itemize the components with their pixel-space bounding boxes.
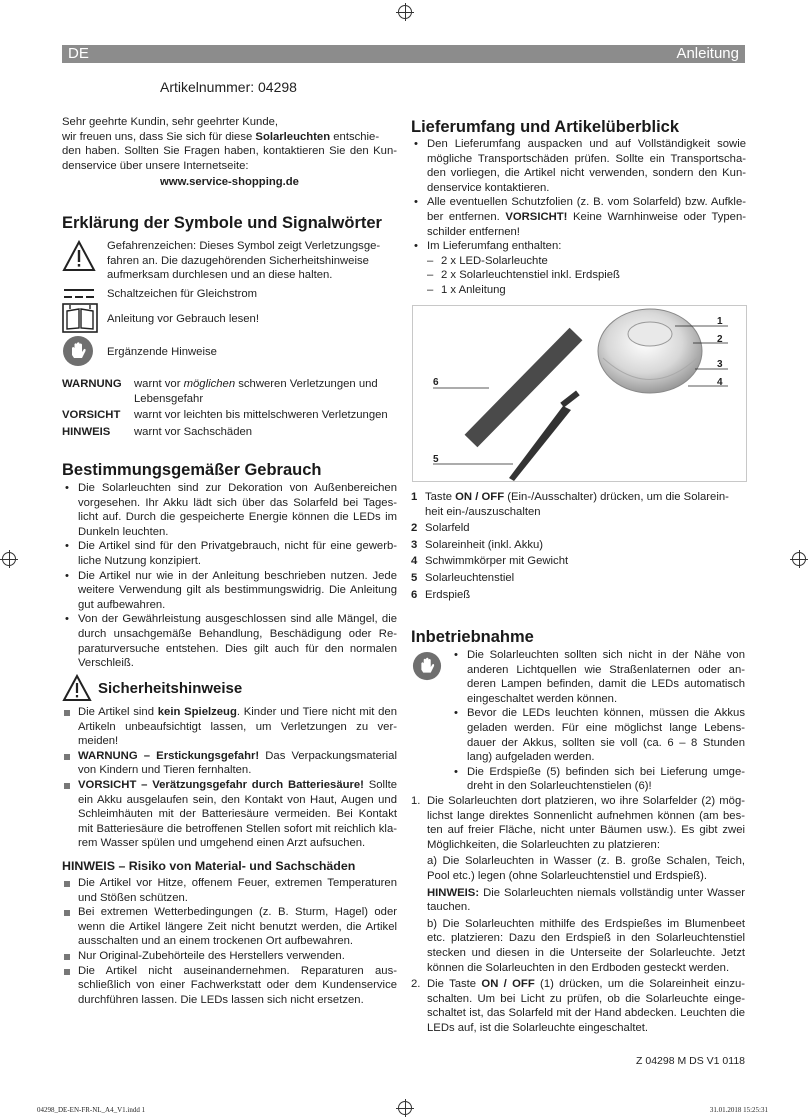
scope-2-a: Alle eventuellen Schutzfolien (z. B. vom Solarfeld) bzw. Aufkle-ber entfernen. (427, 196, 746, 223)
list-item: • Den Lieferumfang auspacken und auf Vollständigkeit sowie mögliche Transportschäden prüfen. Sollte ein Transportscha-den vorliegen, die Artikel nicht verwenden, sondern den Kun-denservice kontaktieren. (411, 137, 746, 195)
part-text-c: (Ein-/Ausschalter) drücken, um die Solarein-heit ein-/auszuschalten (425, 491, 729, 518)
direct-current-text: Schaltzeichen für Gleichstrom (107, 288, 258, 300)
step-number-2: 2. (411, 978, 421, 991)
list-item (62, 749, 397, 778)
part-number: 1 (411, 491, 418, 503)
product-figure (412, 305, 747, 482)
registration-mark-top (398, 5, 412, 19)
hint-symbol-text: Ergänzende Hinweise (107, 346, 217, 358)
list-item: • Von der Gewährleistung ausgeschlossen sind alle Mängel, die durch unsachgemäße Behandlung, Beschädigung oder Re-paraturversuche entstehen. Dies gilt auch für den normalen Verschleiß. (62, 612, 397, 670)
callout-2: 2 (717, 334, 723, 345)
danger-symbol-text: Gefahrenzeichen: Dieses Symbol zeigt Verletzungsge-fahren an. Die dazugehörenden Sicherheitshinweise aufmerksam durchlesen und an diese halten. (107, 240, 381, 282)
list-item: • Die Artikel sind für den Privatgebrauch, nicht für eine gewerb-liche Nutzung konzipiert. (62, 539, 397, 568)
scope-2-c: Keine Warnhinweise oder Typen-schilder entfernen! (427, 210, 747, 238)
callout-4: 4 (717, 377, 723, 388)
list-item: • Die Erdspieße (5) befinden sich bei Lieferung umge-dreht in den Solarleuchtenstielen (6)! (451, 765, 745, 794)
list-item: – 2 x Solarleuchtenstiel inkl. Erdspieß (427, 268, 746, 283)
callout-1: 1 (717, 316, 723, 327)
safety-list (62, 705, 397, 851)
file-name: 04298_DE-EN-FR-NL_A4_V1.indd 1 (37, 1106, 146, 1114)
intro-text-b: entschie- (330, 130, 380, 143)
list-item: Die Artikel vor Hitze, offenem Feuer, extremen Temperaturen und Stößen schützen. (62, 876, 397, 905)
list-item (411, 195, 746, 239)
safety-3-bold: VORSICHT – Verätzungsgefahr durch Batteriesäure! (78, 778, 364, 791)
list-item: • Bevor die LEDs leuchten können, müssen die Akkus geladen werden. Für eine möglichst lange Lebens-dauer der Akkus, sollten sie voll (ca. 6 – 8 Stunden lang) aufgeladen werden. (451, 706, 745, 764)
language-label: DE (68, 45, 89, 62)
setup-title: Inbetriebnahme (411, 628, 534, 646)
setup-hint-hand-icon (412, 651, 442, 686)
part-text-bold: ON / OFF (455, 491, 505, 503)
scope-2-bold: VORSICHT! (505, 210, 568, 223)
list-item (62, 705, 397, 749)
signal-word-warnung-text (134, 377, 404, 406)
list-item (411, 571, 746, 586)
step-1-option-b: b) Die Solarleuchten mithilfe des Erdspießes im Blumenbeet etc. platzieren: Dazu den Erdspieß in den Solarleuchtenstiel stecken und diesen in die Unterseite der Solarleuchte. Jetzt können die Solarleuchten in den Erdboden gesteckt werden. (427, 917, 745, 974)
safety-1-a: Die Artikel sind (78, 706, 158, 718)
step-1-text: Die Solarleuchten dort platzieren, wo ihre Solarfelder (2) mög-lichst lange direktes Sonnenlicht aufnehmen können (am bes-ten auf freier Fläche, nicht unter Bäumen usw.). Es gibt zwei Möglichkeiten, die Solarleuchten zu platzieren: (427, 795, 745, 851)
list-item: • Die Solarleuchten sind zur Dekoration von Außenbereichen vorgesehen. Ihr Akku lädt sich über das Solarfeld bei Tages-licht auf. Durch die gespeicherte Energie können die LEDs im Dunkeln leuchten. (62, 481, 397, 539)
warnung-text-a: warnt vor (134, 378, 184, 390)
intro-text (62, 115, 397, 190)
signal-words-table (62, 377, 397, 439)
part-text: Solarleuchtenstiel (425, 571, 515, 584)
intro-product: Solarleuchten (255, 130, 331, 143)
part-text: Schwimmkörper mit Gewicht (425, 555, 569, 568)
service-url: www.service-shopping.de (160, 176, 299, 189)
hint-text: Die Solarleuchten niemals vollständig unter Wasser tauchen. (427, 886, 745, 914)
product-illustration (413, 306, 746, 481)
warnung-text-emphasis: möglichen (183, 378, 236, 390)
warning-triangle-icon (62, 240, 96, 277)
list-item (62, 778, 397, 851)
part-number: 5 (411, 571, 418, 584)
signal-word-vorsicht-text: warnt vor leichten bis mittelschweren Verletzungen (134, 409, 388, 421)
symbols-title: Erklärung der Symbole und Signalwörter (62, 214, 382, 232)
header-bar (62, 45, 745, 63)
signal-word-hinweis: HINWEIS (62, 426, 111, 438)
step-2-a: Die Taste (427, 978, 482, 991)
list-item (411, 554, 746, 569)
read-manual-icon (62, 303, 98, 338)
registration-mark-bottom (398, 1101, 412, 1115)
document-type-label: Anleitung (676, 45, 739, 62)
setup-steps (411, 794, 745, 1036)
parts-list (411, 490, 746, 602)
list-item (411, 588, 746, 603)
list-item: – 2 x LED-Solarleuchte (427, 254, 746, 269)
material-list (62, 876, 397, 1007)
article-number: Artikelnummer: 04298 (160, 79, 297, 95)
list-item: • Die Solarleuchten sollten sich nicht in der Nähe von anderen Lichtquellen wie Straßenlaternen oder an-deren Lampen befinden, damit die LEDs automatisch eingeschaltet werden können. (451, 648, 745, 706)
intended-use-title: Bestimmungsgemäßer Gebrauch (62, 461, 322, 479)
part-number: 4 (411, 555, 418, 568)
list-item (411, 239, 746, 297)
scope-list (411, 137, 746, 298)
setup-hint-list (451, 648, 745, 794)
safety-1-bold: kein Spielzeug (157, 706, 237, 718)
setup-step-2 (411, 977, 745, 1035)
list-item: Bei extremen Wetterbedingungen (z. B. Sturm, Hagel) oder wenn die Artikel längere Zeit nicht benutzt werden, die Artikel ausschalten und an einem trockenen Ort aufbewahren. (62, 905, 397, 949)
list-item (411, 490, 746, 519)
hint-hand-icon (62, 335, 94, 372)
contents-list (427, 254, 746, 298)
step-1-option-a: a) Die Solarleuchten in Wasser (z. B. große Schalen, Teich, Pool etc.) legen (ohne Solarleuchtenstiel und Erdspieß). (427, 855, 745, 882)
safety-title: Sicherheitshinweise (98, 680, 243, 697)
registration-mark-left (2, 552, 16, 566)
step-number-1: 1. (411, 795, 421, 807)
safety-1-c: . Kinder und Tiere nicht mit den Artikeln unbeaufsichtigt lassen, um Verletzungen zu ver-meiden! (78, 706, 397, 748)
greeting: Sehr geehrte Kundin, sehr geehrter Kunde, (62, 116, 279, 128)
step-2-bold: ON / OFF (481, 978, 535, 991)
list-item: • Die Artikel nur wie in der Anleitung beschrieben nutzen. Jede weitere Verwendung gilt als bestimmungswidrig. Die Anleitung gut aufbewahren. (62, 569, 397, 613)
safety-2-text: Das Verpackungsmaterial von Kindern und Tieren fernhalten. (78, 749, 397, 777)
list-item: Die Artikel nicht auseinandernehmen. Reparaturen aus-schließlich von einer Fachwerkstatt oder dem Kundenservice durchführen lassen. Die LEDs lassen sich nicht ersetzen. (62, 964, 397, 1008)
step-2-c: (1) drücken, um die Solareinheit einzu-schalten. Um bei Licht zu prüfen, ob die Solarleuchte einge-schaltet ist, das Solarfeld mit der Hand abdecken. Leuchten die LEDs auf, ist die Solarleuchte eingeschaltet. (427, 978, 746, 1034)
safety-3-text: Sollte ein Akku ausgelaufen sein, den Kontakt von Haut, Augen und Schleimhäuten mit der Batteriesäure vermeiden. Bei Kontakt mit Batteriesäure die betroffenen Stellen sofort mit reichlich kla-rem Wasser spülen und umgehend einen Arzt aufsuchen. (78, 778, 397, 850)
part-number: 6 (411, 588, 418, 601)
setup-step-1 (411, 794, 745, 975)
intro-paragraph (62, 130, 397, 174)
part-text: Erdspieß (425, 588, 471, 601)
part-text-a: Taste (425, 491, 456, 503)
list-item: Nur Original-Zubehörteile des Herstellers verwenden. (62, 949, 397, 964)
callout-5: 5 (433, 454, 439, 465)
intended-use-list (62, 481, 397, 671)
read-manual-text: Anleitung vor Gebrauch lesen! (107, 313, 259, 325)
part-text: Solarfeld (425, 522, 470, 535)
signal-word-vorsicht: VORSICHT (62, 409, 121, 421)
list-item (411, 538, 746, 553)
material-title: HINWEIS – Risiko von Material- und Sachschäden (62, 859, 356, 873)
step-1-hint (427, 886, 745, 915)
intro-text-a: wir freuen uns, dass Sie sich für diese (62, 130, 256, 143)
list-item: – 1 x Anleitung (427, 283, 746, 298)
registration-mark-right (792, 552, 806, 566)
signal-word-warnung: WARNUNG (62, 378, 122, 390)
part-text: Solareinheit (inkl. Akku) (425, 538, 544, 551)
scope-3-text: Im Lieferumfang enthalten: (427, 240, 562, 253)
part-number: 2 (411, 522, 418, 535)
safety-2-bold: WARNUNG – Erstickungsgefahr! (78, 749, 260, 762)
callout-3: 3 (717, 359, 723, 370)
warnung-text-b: schweren Verletzungen und Lebensgefahr (134, 378, 378, 405)
part-number: 3 (411, 538, 418, 551)
list-item (411, 521, 746, 536)
scope-title: Lieferumfang und Artikelüberblick (411, 118, 680, 136)
hint-label: HINWEIS: (427, 886, 480, 899)
document-code: Z 04298 M DS V1 0118 (636, 1055, 745, 1067)
print-date: 31.01.2018 15:25:31 (709, 1106, 768, 1114)
safety-warning-icon (62, 674, 92, 707)
step-2-text (427, 977, 745, 1035)
signal-word-hinweis-text: warnt vor Sachschäden (134, 426, 253, 438)
intro-text-rest: den haben. Sollten Sie Fragen haben, kontaktieren Sie den Kun-denservice über unsere Internetseite: (62, 145, 397, 172)
callout-6: 6 (433, 377, 439, 388)
